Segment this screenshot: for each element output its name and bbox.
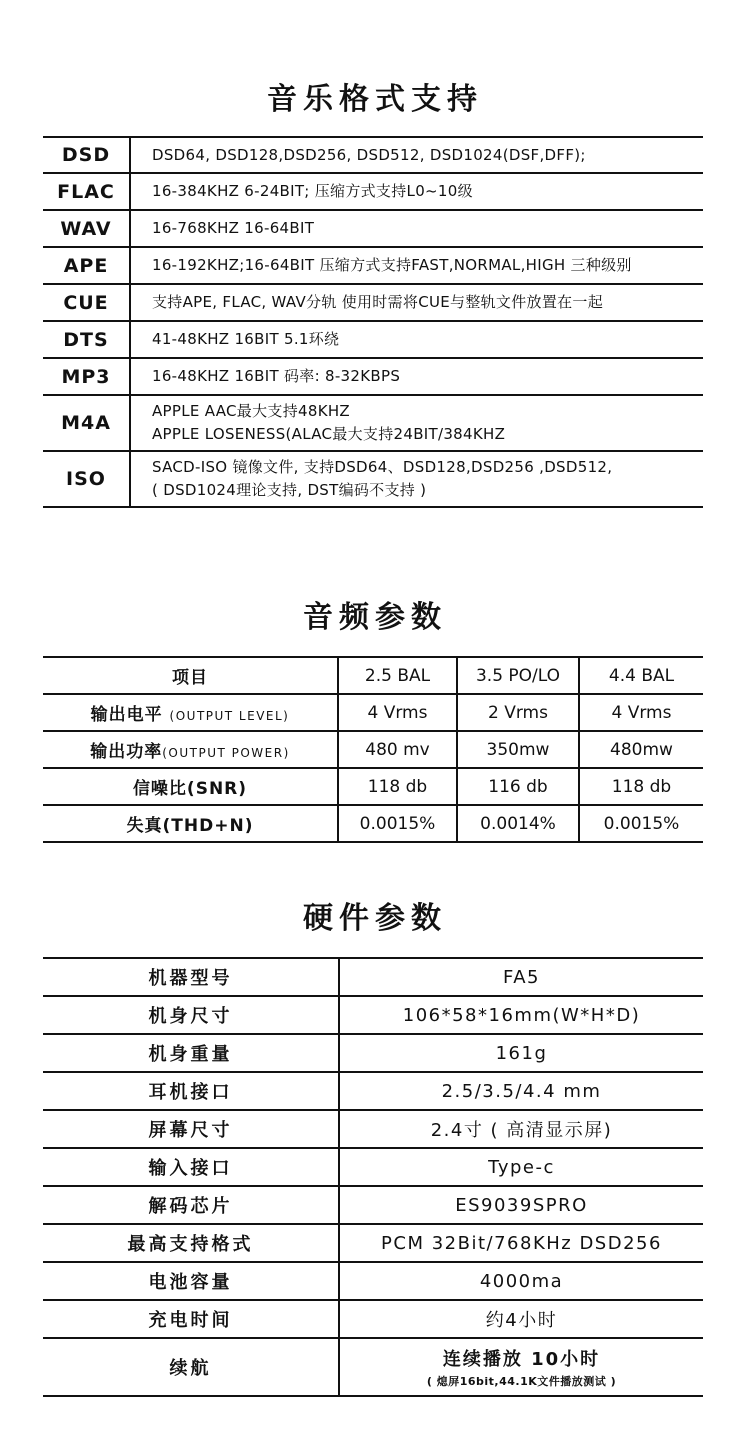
table-row <box>43 1110 703 1148</box>
format-key: FLAC <box>43 173 130 210</box>
hw-value <box>339 1338 703 1396</box>
param-value: 0.0015% <box>603 813 680 834</box>
hw-key: 输入接口 <box>43 1148 339 1186</box>
format-key: APE <box>43 247 130 284</box>
hw-value: PCM 32Bit/768KHz DSD256 <box>339 1224 703 1262</box>
hw-key: 机器型号 <box>43 958 339 996</box>
format-value <box>130 321 703 358</box>
table-row <box>43 996 703 1034</box>
hw-value: 106*58*16mm(W*H*D) <box>339 996 703 1034</box>
header-col: 2.5 BAL <box>338 657 457 694</box>
table-row <box>43 1148 703 1186</box>
hw-key: 耳机接口 <box>43 1072 339 1110</box>
param-value: 4 Vrms <box>579 694 703 731</box>
format-value <box>130 210 703 247</box>
format-line: APPLE LOSENESS(ALAC最大支持24BIT/384KHZ <box>152 425 506 443</box>
hw-value: 2.4寸 ( 高清显示屏) <box>339 1110 703 1148</box>
table-row <box>43 1034 703 1072</box>
battery-life-value: 连续播放 10小时 <box>442 1349 601 1370</box>
format-line: ( DSD1024理论支持, DST编码不支持 ) <box>152 481 427 499</box>
hw-value: 约4小时 <box>339 1300 703 1338</box>
format-key: DTS <box>43 321 130 358</box>
table-row <box>43 173 703 210</box>
hw-value: 2.5/3.5/4.4 mm <box>339 1072 703 1110</box>
table-row <box>43 805 703 842</box>
table-row <box>43 731 703 768</box>
hw-value: FA5 <box>339 958 703 996</box>
format-value <box>130 247 703 284</box>
param-value: 118 db <box>338 768 457 805</box>
format-line: 16-384KHZ 6-24BIT; 压缩方式支持L0~10级 <box>152 182 473 200</box>
format-value <box>130 395 703 451</box>
param-name: 输出电平 <box>90 705 163 725</box>
format-line: DSD64, DSD128,DSD256, DSD512, DSD1024(DSF,DFF); <box>152 145 586 164</box>
table-row <box>43 1186 703 1224</box>
hw-value: 161g <box>339 1034 703 1072</box>
param-value: 2 Vrms <box>457 694 579 731</box>
table-header-row <box>43 657 703 694</box>
battery-life-note: ( 熄屏16bit,44.1K文件播放测试 ) <box>426 1375 617 1388</box>
audio-params-table <box>43 656 703 843</box>
format-key: ISO <box>43 451 130 507</box>
param-name: 失真(THD+N) <box>126 816 254 836</box>
param-value: 350mw <box>457 731 579 768</box>
table-row <box>43 358 703 395</box>
hardware-table <box>43 957 703 1397</box>
format-line: 16-768KHZ 16-64BIT <box>152 219 315 237</box>
header-col: 3.5 PO/LO <box>457 657 579 694</box>
table-row <box>43 1262 703 1300</box>
table-row <box>43 137 703 173</box>
table-row <box>43 958 703 996</box>
format-key: CUE <box>43 284 130 321</box>
format-key: M4A <box>43 395 130 451</box>
table-row <box>43 247 703 284</box>
param-value: 480mw <box>579 731 703 768</box>
hw-key: 续航 <box>43 1338 339 1396</box>
format-line: SACD-ISO 镜像文件, 支持DSD64、DSD128,DSD256 ,DSD512, <box>152 458 613 476</box>
param-sub: (OUTPUT POWER) <box>162 746 290 760</box>
table-row <box>43 284 703 321</box>
param-label <box>43 694 338 731</box>
param-label <box>43 768 338 805</box>
hw-value: Type-c <box>339 1148 703 1186</box>
format-key: WAV <box>43 210 130 247</box>
music-format-table <box>43 136 703 508</box>
hw-key: 最高支持格式 <box>43 1224 339 1262</box>
audio-params-title: 音频参数 <box>303 600 447 635</box>
param-sub: (OUTPUT LEVEL) <box>169 709 290 723</box>
table-row <box>43 210 703 247</box>
table-row <box>43 395 703 451</box>
param-value: 4 Vrms <box>338 694 457 731</box>
hardware-title: 硬件参数 <box>303 901 447 936</box>
hw-key: 机身重量 <box>43 1034 339 1072</box>
format-value <box>130 173 703 210</box>
hw-key: 解码芯片 <box>43 1186 339 1224</box>
param-value: 0.0014% <box>457 805 579 842</box>
param-name: 信噪比(SNR) <box>132 779 248 799</box>
hw-key: 充电时间 <box>43 1300 339 1338</box>
table-row <box>43 1338 703 1396</box>
table-row <box>43 768 703 805</box>
hw-value: ES9039SPRO <box>339 1186 703 1224</box>
format-value <box>130 137 703 173</box>
hw-key: 机身尺寸 <box>43 996 339 1034</box>
format-line: APPLE AAC最大支持48KHZ <box>152 402 350 420</box>
hw-value: 4000ma <box>339 1262 703 1300</box>
format-line: 支持APE, FLAC, WAV分轨 使用时需将CUE与整轨文件放置在一起 <box>152 293 604 311</box>
param-label <box>43 731 338 768</box>
header-label: 项目 <box>43 657 338 694</box>
format-value <box>130 451 703 507</box>
header-col: 4.4 BAL <box>579 657 703 694</box>
hw-key: 电池容量 <box>43 1262 339 1300</box>
table-row <box>43 694 703 731</box>
format-line: 41-48KHZ 16BIT 5.1环绕 <box>152 330 340 348</box>
hw-key: 屏幕尺寸 <box>43 1110 339 1148</box>
param-value: 480 mv <box>338 731 457 768</box>
table-row <box>43 1072 703 1110</box>
param-name: 输出功率 <box>90 742 163 762</box>
format-key: DSD <box>43 137 130 173</box>
format-value <box>130 358 703 395</box>
param-value: 118 db <box>579 768 703 805</box>
param-value: 116 db <box>457 768 579 805</box>
format-value <box>130 284 703 321</box>
table-row <box>43 1300 703 1338</box>
table-row <box>43 321 703 358</box>
param-value: 0.0015% <box>338 805 457 842</box>
format-line: 16-48KHZ 16BIT 码率: 8-32KBPS <box>152 367 401 385</box>
format-line: 16-192KHZ;16-64BIT 压缩方式支持FAST,NORMAL,HIGH 三种级别 <box>152 256 632 274</box>
music-format-title: 音乐格式支持 <box>267 82 483 117</box>
table-row <box>43 1224 703 1262</box>
table-row <box>43 451 703 507</box>
format-key: MP3 <box>43 358 130 395</box>
param-label <box>43 805 338 842</box>
